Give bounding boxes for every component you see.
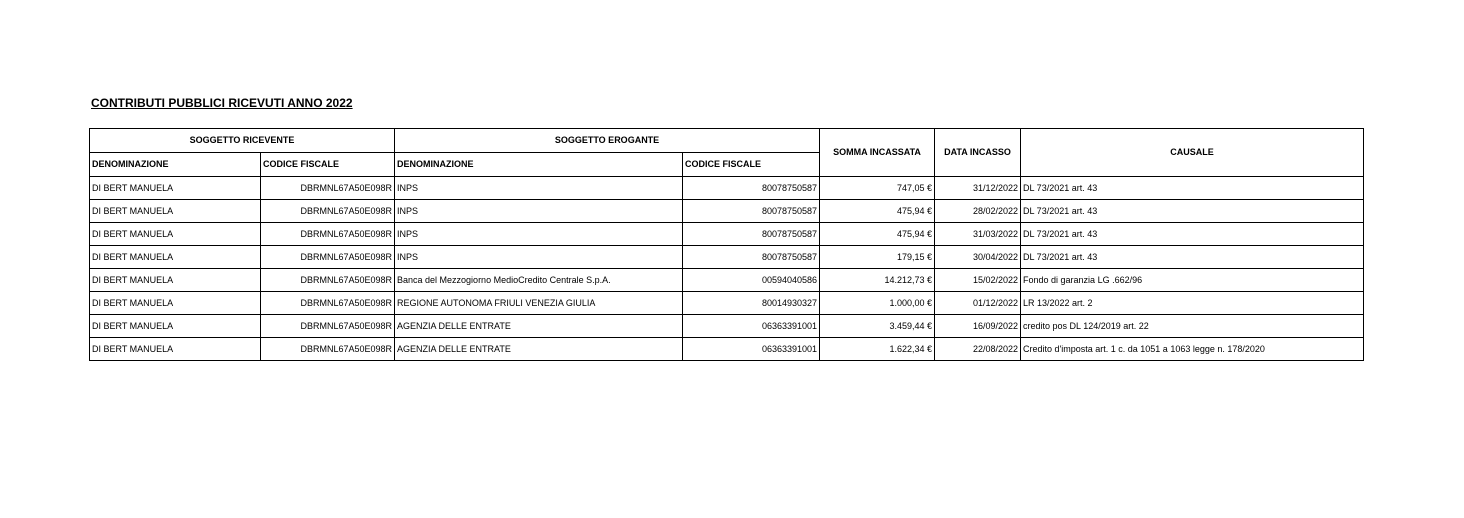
header-causale: CAUSALE — [1021, 129, 1364, 177]
erogante-codice-fiscale-cell: 80014930327 — [683, 292, 820, 315]
ricevente-codice-fiscale-cell: DBRMNL67A50E098R — [261, 223, 395, 246]
causale-cell: Fondo di garanzia LG .662/96 — [1021, 269, 1364, 292]
header-soggetto-erogante: SOGGETTO EROGANTE — [395, 129, 820, 153]
data-incasso-cell: 30/04/2022 — [935, 246, 1021, 269]
header-soggetto-ricevente: SOGGETTO RICEVENTE — [90, 129, 395, 153]
causale-cell: LR 13/2022 art. 2 — [1021, 292, 1364, 315]
ricevente-denominazione-cell: DI BERT MANUELA — [90, 177, 261, 200]
somma-incassata-cell: 3.459,44 € — [820, 315, 935, 338]
somma-incassata-cell: 1.622,34 € — [820, 338, 935, 361]
somma-incassata-cell: 14.212,73 € — [820, 269, 935, 292]
erogante-codice-fiscale-cell: 06363391001 — [683, 315, 820, 338]
erogante-denominazione-cell: AGENZIA DELLE ENTRATE — [395, 315, 683, 338]
table-row — [90, 177, 1364, 200]
somma-incassata-cell: 179,15 € — [820, 246, 935, 269]
erogante-codice-fiscale-cell: 80078750587 — [683, 200, 820, 223]
header-group-row — [90, 129, 1364, 153]
table-body — [90, 177, 1364, 361]
erogante-codice-fiscale-cell: 80078750587 — [683, 223, 820, 246]
erogante-denominazione-cell: AGENZIA DELLE ENTRATE — [395, 338, 683, 361]
data-incasso-cell: 15/02/2022 — [935, 269, 1021, 292]
erogante-codice-fiscale-cell: 80078750587 — [683, 177, 820, 200]
causale-cell: DL 73/2021 art. 43 — [1021, 177, 1364, 200]
table-row — [90, 269, 1364, 292]
data-incasso-cell: 28/02/2022 — [935, 200, 1021, 223]
header-erogante-denominazione: DENOMINAZIONE — [395, 153, 683, 177]
erogante-codice-fiscale-cell: 80078750587 — [683, 246, 820, 269]
table-row — [90, 200, 1364, 223]
data-incasso-cell: 31/12/2022 — [935, 177, 1021, 200]
header-ricevente-codice-fiscale: CODICE FISCALE — [261, 153, 395, 177]
ricevente-denominazione-cell: DI BERT MANUELA — [90, 338, 261, 361]
data-incasso-cell: 31/03/2022 — [935, 223, 1021, 246]
causale-cell: Credito d'imposta art. 1 c. da 1051 a 1063 legge n. 178/2020 — [1021, 338, 1364, 361]
table-row — [90, 223, 1364, 246]
erogante-denominazione-cell: INPS — [395, 246, 683, 269]
ricevente-codice-fiscale-cell: DBRMNL67A50E098R — [261, 269, 395, 292]
erogante-codice-fiscale-cell: 06363391001 — [683, 338, 820, 361]
table-row — [90, 338, 1364, 361]
table-row — [90, 315, 1364, 338]
data-incasso-cell: 16/09/2022 — [935, 315, 1021, 338]
data-incasso-cell: 01/12/2022 — [935, 292, 1021, 315]
causale-cell: credito pos DL 124/2019 art. 22 — [1021, 315, 1364, 338]
erogante-denominazione-cell: INPS — [395, 223, 683, 246]
erogante-denominazione-cell: Banca del Mezzogiorno MedioCredito Centrale S.p.A. — [395, 269, 683, 292]
ricevente-codice-fiscale-cell: DBRMNL67A50E098R — [261, 177, 395, 200]
erogante-codice-fiscale-cell: 00594040586 — [683, 269, 820, 292]
ricevente-denominazione-cell: DI BERT MANUELA — [90, 223, 261, 246]
somma-incassata-cell: 475,94 € — [820, 223, 935, 246]
causale-cell: DL 73/2021 art. 43 — [1021, 223, 1364, 246]
somma-incassata-cell: 475,94 € — [820, 200, 935, 223]
ricevente-codice-fiscale-cell: DBRMNL67A50E098R — [261, 200, 395, 223]
ricevente-codice-fiscale-cell: DBRMNL67A50E098R — [261, 315, 395, 338]
header-erogante-codice-fiscale: CODICE FISCALE — [683, 153, 820, 177]
data-incasso-cell: 22/08/2022 — [935, 338, 1021, 361]
somma-incassata-cell: 747,05 € — [820, 177, 935, 200]
ricevente-codice-fiscale-cell: DBRMNL67A50E098R — [261, 292, 395, 315]
causale-cell: DL 73/2021 art. 43 — [1021, 246, 1364, 269]
ricevente-denominazione-cell: DI BERT MANUELA — [90, 292, 261, 315]
header-somma-incassata: SOMMA INCASSATA — [820, 129, 935, 177]
table-row — [90, 292, 1364, 315]
ricevente-denominazione-cell: DI BERT MANUELA — [90, 246, 261, 269]
erogante-denominazione-cell: INPS — [395, 177, 683, 200]
table-row — [90, 246, 1364, 269]
ricevente-denominazione-cell: DI BERT MANUELA — [90, 200, 261, 223]
erogante-denominazione-cell: REGIONE AUTONOMA FRIULI VENEZIA GIULIA — [395, 292, 683, 315]
document-title: CONTRIBUTI PUBBLICI RICEVUTI ANNO 2022 — [91, 96, 353, 110]
contributions-table — [89, 128, 1364, 361]
ricevente-denominazione-cell: DI BERT MANUELA — [90, 269, 261, 292]
somma-incassata-cell: 1.000,00 € — [820, 292, 935, 315]
ricevente-codice-fiscale-cell: DBRMNL67A50E098R — [261, 246, 395, 269]
causale-cell: DL 73/2021 art. 43 — [1021, 200, 1364, 223]
header-ricevente-denominazione: DENOMINAZIONE — [90, 153, 261, 177]
ricevente-denominazione-cell: DI BERT MANUELA — [90, 315, 261, 338]
header-data-incasso: DATA INCASSO — [935, 129, 1021, 177]
erogante-denominazione-cell: INPS — [395, 200, 683, 223]
ricevente-codice-fiscale-cell: DBRMNL67A50E098R — [261, 338, 395, 361]
